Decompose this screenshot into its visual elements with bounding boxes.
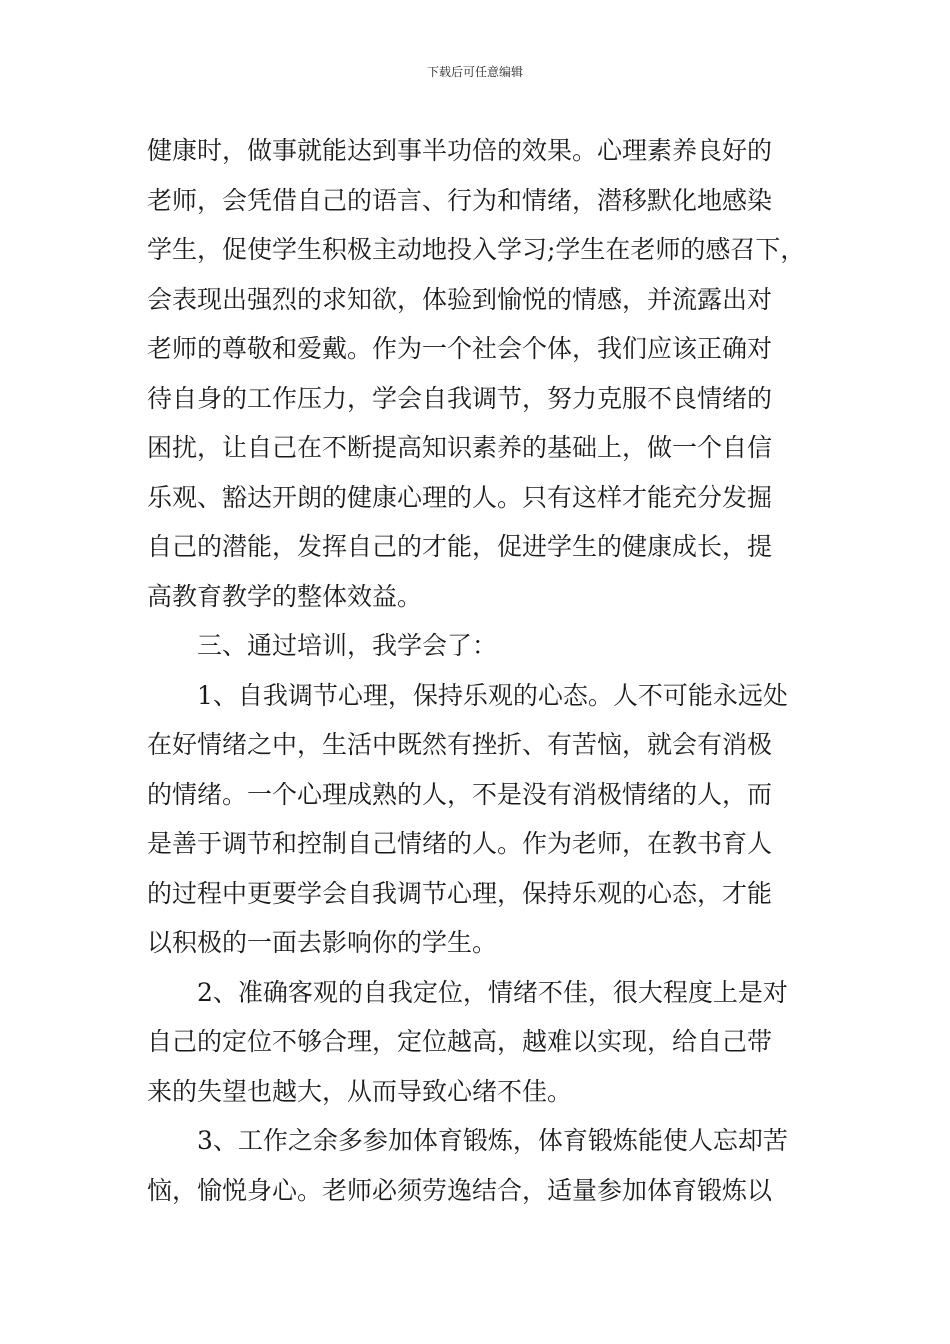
text-line: 学生，促使学生积极主动地投入学习;学生在老师的感召下， (147, 235, 806, 264)
list-item-1-start: 1、自我调节心理，保持乐观的心态。人不可能永远处 (197, 680, 788, 710)
document-body (147, 126, 827, 1215)
text-line: 以积极的一面去影响你的学生。 (147, 928, 498, 957)
text-line: 乐观、豁达开朗的健康心理的人。只有这样才能充分发掘 (147, 482, 773, 512)
text-line: 自己的定位不够合理，定位越高，越难以实现，给自己带 (147, 1027, 773, 1056)
text-line: 会表现出强烈的求知欲，体验到愉悦的情感，并流露出对 (147, 284, 773, 314)
text-line: 困扰，让自己在不断提高知识素养的基础上，做一个自信 (147, 433, 773, 462)
text-line: 老师的尊敬和爱戴。作为一个社会个体，我们应该正确对 (147, 334, 773, 363)
text-line: 高教育教学的整体效益。 (147, 581, 423, 611)
text-line: 老师，会凭借自己的语言、行为和情绪，潜移默化地感染 (147, 185, 773, 215)
text-line: 待自身的工作压力，学会自我调节，努力克服不良情绪的 (147, 383, 773, 413)
text-line: 来的失望也越大，从而导致心绪不佳。 (147, 1076, 573, 1106)
text-line: 是善于调节和控制自己情绪的人。作为老师，在教书育人 (147, 829, 773, 858)
page-header: 下载后可任意编辑 (426, 65, 523, 79)
list-item-2-start: 2、准确客观的自我定位，情绪不佳，很大程度上是对 (197, 977, 788, 1007)
section-heading: 三、通过培训，我学会了： (197, 631, 498, 660)
text-line: 恼，愉悦身心。老师必须劳逸结合，适量参加体育锻炼以 (147, 1175, 773, 1205)
text-line: 健康时，做事就能达到事半功倍的效果。心理素养良好的 (147, 136, 773, 165)
text-line: 的情绪。一个心理成熟的人，不是没有消极情绪的人，而 (147, 779, 773, 809)
list-item-3-start: 3、工作之余多参加体育锻炼，体育锻炼能使人忘却苦 (197, 1126, 788, 1155)
text-line: 的过程中更要学会自我调节心理，保持乐观的心态，才能 (147, 878, 773, 908)
text-line: 自己的潜能，发挥自己的才能，促进学生的健康成长，提 (147, 532, 773, 561)
text-line: 在好情绪之中，生活中既然有挫折、有苦恼，就会有消极 (147, 730, 773, 759)
